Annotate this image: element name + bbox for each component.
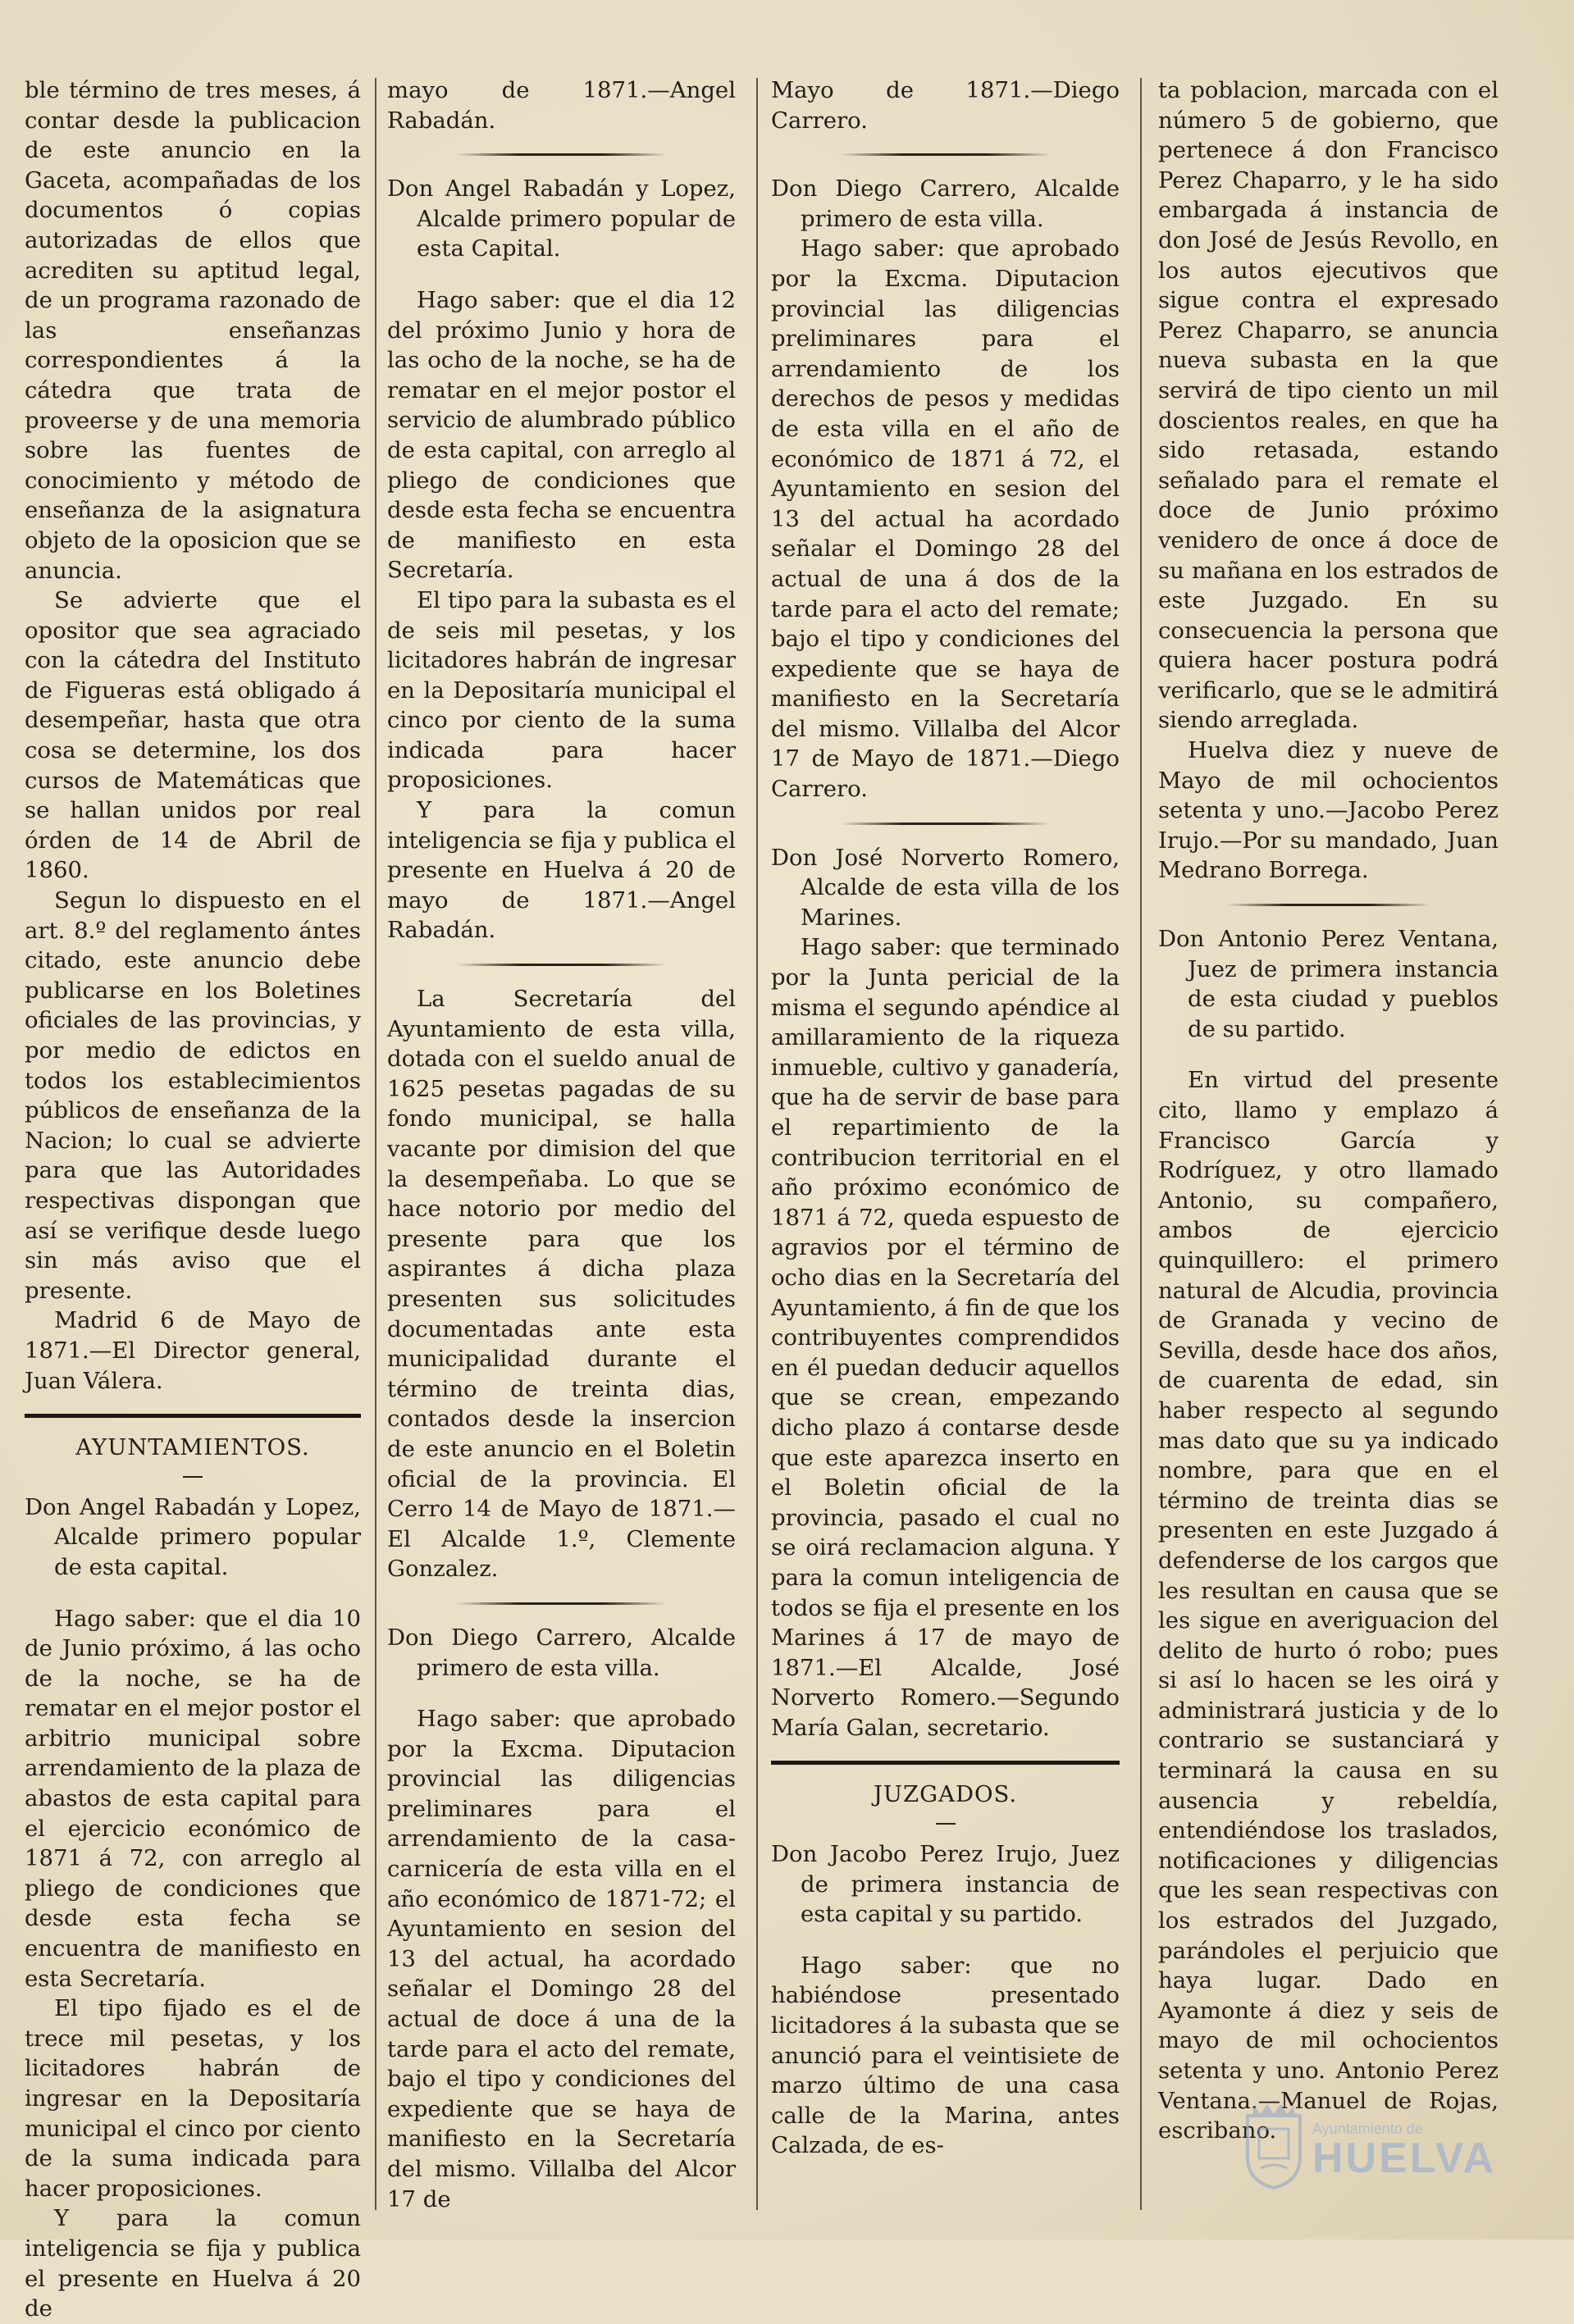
section-rule — [771, 1761, 1120, 1765]
watermark-city-text: HUELVA — [1312, 2135, 1497, 2182]
coat-of-arms-icon — [1243, 2099, 1305, 2190]
paragraph: Y para la comun inteligencia se fija y publica el presente en Huelva á 20 de mayo de 1871.—Angel Rabadán. — [387, 797, 736, 944]
paragraph: La Secretaría del Ayuntamiento de esta villa, dotada con el sueldo anual de 1625 pesetas pagadas de su fondo municipal, se halla vacante por dimision del que la desempeñaba. Lo que se hace notorio por medio del presente para que los aspirantes á dicha plaza presenten sus solicitudes documentadas ante esta municipalidad durante el término de treinta dias, contados desde la insercion de este anuncio en el Boletin oficial de la provincia. El Cerro 14 de Mayo de 1871.—El Alcalde 1.º, Clemente Gonzalez. — [387, 986, 736, 1583]
column-2 — [387, 75, 736, 2224]
paragraph: Segun lo dispuesto en el art. 8.º del reglamento ántes citado, este anuncio debe publicarse en los Boletines oficiales de las provincias, y por medio de edictos en todos los establecimientos públicos de enseñanza de la Nacion; lo cual se advierte para que las Autoridades respectivas dispongan que así se verifique desde luego sin más aviso que el presente. — [25, 887, 361, 1304]
paragraph: Hago saber: que aprobado por la Excma. Diputacion provincial las diligencias preliminares para el arrendamiento de los derechos de pesos y medidas de esta villa en el año de económico de 1871 á 72, el Ayuntamiento en sesion del 13 del actual ha acordado señalar el Domingo 28 del actual de una á dos de la tarde para el acto del remate; bajo el tipo y condiciones del expediente que se haya de manifiesto en la Secretaría del mismo. Villalba del Alcor 17 de Mayo de 1871.—Diego Carrero. — [771, 235, 1120, 803]
notice-heading: Don Diego Carrero, Alcalde primero de esta villa. — [771, 175, 1120, 232]
notice-heading: Don Diego Carrero, Alcalde primero de esta villa. — [387, 1624, 736, 1681]
divider — [936, 1823, 956, 1825]
notice-heading: Don José Norverto Romero, Alcalde de esta villa de los Marines. — [771, 844, 1120, 931]
watermark-small-text: Ayuntamiento de — [1312, 2121, 1423, 2137]
paragraph: mayo de 1871.—Angel Rabadán. — [387, 77, 736, 134]
divider — [457, 1602, 666, 1605]
paragraph: ble término de tres meses, á contar desde la publicacion de este anuncio en la Gaceta, acompañadas de los documentos ó copias autorizadas de ellos que acrediten su aptitud legal, de un programa razonado de las enseñanzas correspondientes á la cátedra que trata de proveerse y de una memoria sobre las fuentes de conocimiento y método de enseñanza de la asignatura objeto de la oposicion que se anuncia. — [25, 77, 361, 584]
notice-heading: Don Angel Rabadán y Lopez, Alcalde primero popular de esta Capital. — [387, 175, 736, 262]
watermark — [1312, 2121, 1497, 2182]
column-divider — [375, 78, 376, 2210]
paragraph: Hago saber: que no habiéndose presentado licitadores á la subasta que se anunció para el veintisiete de marzo último de una casa calle de la Marina, antes Calzada, de es- — [771, 1952, 1120, 2159]
paragraph: En virtud del presente cito, llamo y emplazo á Francisco García y Rodríguez, y otro llamado Antonio, su compañero, ambos de ejercicio quinquillero: el primero natural de Alcudia, provincia de Granada y vecino de Sevilla, desde hace dos años, de cuarenta de edad, sin haber respecto al segundo mas dato que su ya indicado nombre, para que en el término de treinta dias se presenten en este Juzgado á defenderse de los cargos que les resultan en causa que se les sigue en averiguacion del delito de hurto ó robo; pues si así lo hacen se les oirá y administrará justicia y de lo contrario se sustanciará y terminará la causa en su ausencia y rebeldía, entendiéndose los traslados, notificaciones y diligencias que les sean respectivas con los estrados del Juzgado, parándoles el perjuicio que haya lugar. Dado en Ayamonte á diez y seis de mayo de mil ochocientos setenta y uno. Antonio Perez Ventana.—Manuel de Rojas, escribano. — [1158, 1067, 1499, 2144]
section-title-ayuntamientos: AYUNTAMIENTOS. — [75, 1434, 310, 1461]
section-title-juzgados: JUZGADOS. — [873, 1781, 1018, 1808]
divider — [1226, 904, 1430, 906]
paragraph: Se advierte que el opositor que sea agraciado con la cátedra del Instituto de Figueras está obligado á desempeñar, hasta que otra cosa se determine, los dos cursos de Matemáticas que se hallan unidos por real órden de 14 de Abril de 1860. — [25, 587, 361, 884]
paragraph: Huelva diez y nueve de Mayo de mil ochocientos setenta y uno.—Jacobo Perez Irujo.—Por su mandado, Juan Medrano Borrega. — [1158, 737, 1499, 884]
notice-heading: Don Jacobo Perez Irujo, Juez de primera instancia de esta capital y su partido. — [771, 1841, 1120, 1928]
column-divider — [1140, 78, 1142, 2210]
paragraph: Madrid 6 de Mayo de 1871.—El Director general, Juan Válera. — [25, 1307, 361, 1394]
paragraph: Hago saber: que aprobado por la Excma. Diputacion provincial las diligencias preliminares para el arrendamiento de la casa-carnicería de esta villa en el año económico de 1871-72; el Ayuntamiento en sesion del 13 del actual, ha acordado señalar el Domingo 28 del actual de doce á una de la tarde para el acto del remate, bajo el tipo y condiciones del expediente que se haya de manifiesto en la Secretaría del mismo. Villalba del Alcor 17 de — [387, 1706, 736, 2212]
paragraph: ta poblacion, marcada con el número 5 de gobierno, que pertenece á don Francisco Perez Chaparro, y le ha sido embargada á instancia de don José de Jesús Revollo, en los autos ejecutivos que sigue contra el expresado Perez Chaparro, se anuncia nueva subasta en la que servirá de tipo ciento un mil doscientos reales, en que ha sido retasada, estando señalado para el remate el doce de Junio próximo venidero de once á doce de su mañana en los estrados de este Juzgado. En su consecuencia la persona que quiera hacer postura podrá verificarlo, que se le admitirá siendo arreglada. — [1158, 77, 1499, 734]
paragraph: Hago saber: que terminado por la Junta pericial de la misma el segundo apéndice al amillaramiento de la riqueza inmueble, cultivo y ganadería, que ha de servir de base para el repartimiento de la contribucion territorial en el año próximo económico de 1871 á 72, queda espuesto de agravios por el término de ocho dias en la Secretaría del Ayuntamiento, á fin de que los contribuyentes comprendidos en él puedan deducir aquellos que se crean, empezando dicho plazo á contarse desde que este aparezca inserto en el Boletin oficial de la provincia, pasado el cual no se oirá reclamacion alguna. Y para la comun inteligencia de todos se fija el presente en los Marines á 17 de mayo de 1871.—El Alcalde, José Norverto Romero.—Segundo María Galan, secretario. — [771, 934, 1120, 1741]
divider — [457, 964, 666, 966]
divider — [183, 1476, 203, 1478]
paragraph: El tipo para la subasta es el de seis mil pesetas, y los licitadores habrán de ingresar en la Depositaría municipal el cinco por ciento de la suma indicada para hacer proposiciones. — [387, 586, 736, 794]
paragraph: Mayo de 1871.—Diego Carrero. — [771, 77, 1120, 134]
paragraph: Hago saber: que el dia 10 de Junio próximo, á las ocho de la noche, se ha de rematar en el mejor postor el arbitrio municipal sobre arrendamiento de la plaza de abastos de esta capital para el ejercicio económico de 1871 á 72, con arreglo al pliego de condiciones que desde esta fecha se encuentra de manifiesto en esta Secretaría. — [25, 1605, 361, 1992]
divider — [841, 153, 1050, 156]
paragraph: Hago saber: que el dia 12 del próximo Junio y hora de las ocho de la noche, se ha de rematar en el mejor postor el servicio de alumbrado público de esta capital, con arreglo al pliego de condiciones que desde esta fecha se encuentra de manifiesto en esta Secretaría. — [387, 286, 736, 584]
column-1 — [25, 75, 361, 2322]
column-3 — [771, 75, 1120, 2224]
paragraph: El tipo fijado es el de trece mil pesetas, y los licitadores habrán de ingresar en la Depositaría municipal el cinco por ciento de la suma indicada para hacer proposiciones. — [25, 1995, 361, 2202]
column-4 — [1158, 75, 1499, 2224]
paragraph: Y para la comun inteligencia se fija y publica el presente en Huelva á 20 de — [25, 2205, 361, 2322]
section-rule — [25, 1414, 361, 1418]
divider — [841, 823, 1050, 825]
notice-heading: Don Angel Rabadán y Lopez, Alcalde primero popular de esta capital. — [25, 1493, 361, 1580]
column-divider — [756, 78, 758, 2210]
notice-heading: Don Antonio Perez Ventana, Juez de primera instancia de esta ciudad y pueblos de su partido. — [1158, 926, 1499, 1042]
divider — [457, 153, 666, 156]
